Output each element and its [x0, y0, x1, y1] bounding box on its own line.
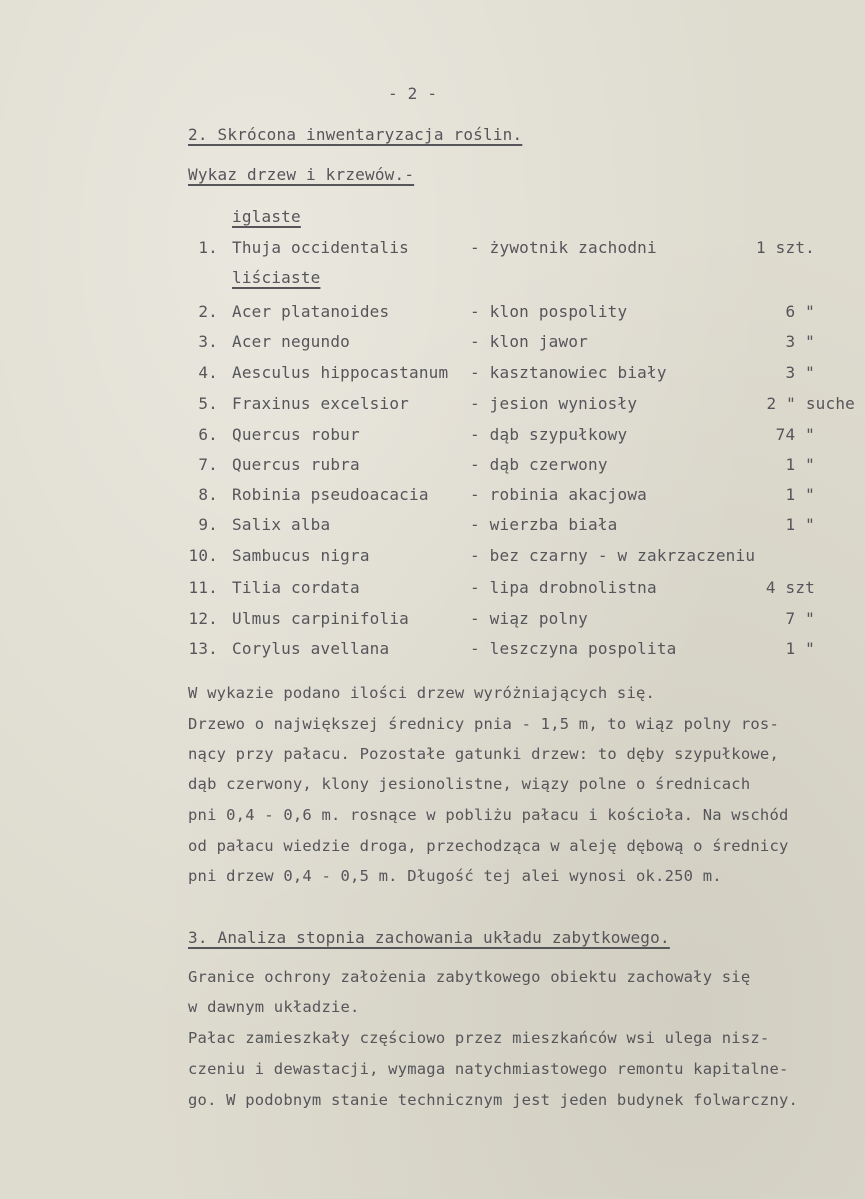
- row-number: 10.: [188, 546, 218, 565]
- polish-name: - bez czarny - w zakrzaczeniu: [470, 546, 756, 565]
- row-number: 4.: [198, 363, 218, 382]
- polish-name: - żywotnik zachodni: [470, 238, 657, 257]
- latin-name: Quercus rubra: [232, 455, 360, 474]
- section-3-heading: 3. Analiza stopnia zachowania układu zabytkowego.: [188, 928, 670, 947]
- paragraph-line: Granice ochrony założenia zabytkowego obiektu zachowały się: [188, 968, 751, 986]
- latin-name: Corylus avellana: [232, 639, 390, 658]
- row-number: 11.: [188, 578, 218, 597]
- polish-name: - wiąz polny: [470, 609, 588, 628]
- category-conifers: iglaste: [232, 207, 301, 226]
- row-number: 5.: [198, 394, 218, 413]
- paragraph-line: W wykazie podano ilości drzew wyróżniających się.: [188, 684, 656, 702]
- row-number: 12.: [188, 609, 218, 628]
- polish-name: - robinia akacjowa: [470, 485, 647, 504]
- polish-name: - klon pospolity: [470, 302, 628, 321]
- page-number: - 2 -: [388, 84, 438, 103]
- paragraph-line: nący przy pałacu. Pozostałe gatunki drzew: to dęby szypułkowe,: [188, 745, 779, 763]
- polish-name: - klon jawor: [470, 332, 588, 351]
- latin-name: Aesculus hippocastanum: [232, 363, 449, 382]
- quantity: 2 " suche: [766, 394, 855, 413]
- paragraph-line: go. W podobnym stanie technicznym jest jeden budynek folwarczny.: [188, 1091, 799, 1109]
- paragraph-line: Drzewo o największej średnicy pnia - 1,5 m, to wiąz polny ros-: [188, 715, 779, 733]
- latin-name: Ulmus carpinifolia: [232, 609, 409, 628]
- row-number: 2.: [198, 302, 218, 321]
- polish-name: - dąb czerwony: [470, 455, 608, 474]
- paragraph-line: pni drzew 0,4 - 0,5 m. Długość tej alei wynosi ok.250 m.: [188, 867, 722, 885]
- quantity: 1 szt.: [756, 238, 815, 257]
- row-number: 6.: [198, 425, 218, 444]
- row-number: 1.: [198, 238, 218, 257]
- row-number: 7.: [198, 455, 218, 474]
- latin-name: Salix alba: [232, 515, 331, 534]
- quantity: 1 ": [785, 485, 815, 504]
- paragraph-line: czeniu i dewastacji, wymaga natychmiastowego remontu kapitalne-: [188, 1060, 789, 1078]
- latin-name: Acer negundo: [232, 332, 350, 351]
- quantity: 74 ": [775, 425, 815, 444]
- paragraph-line: od pałacu wiedzie droga, przechodząca w aleję dębową o średnicy: [188, 837, 789, 855]
- row-number: 3.: [198, 332, 218, 351]
- polish-name: - leszczyna pospolita: [470, 639, 677, 658]
- latin-name: Thuja occidentalis: [232, 238, 409, 257]
- polish-name: - kasztanowiec biały: [470, 363, 667, 382]
- latin-name: Fraxinus excelsior: [232, 394, 409, 413]
- quantity: 7 ": [785, 609, 815, 628]
- quantity: 3 ": [785, 363, 815, 382]
- quantity: 4 szt: [765, 578, 815, 597]
- polish-name: - jesion wyniosły: [470, 394, 638, 413]
- quantity: 3 ": [785, 332, 815, 351]
- paragraph-line: w dawnym układzie.: [188, 998, 360, 1016]
- row-number: 13.: [188, 639, 218, 658]
- latin-name: Acer platanoides: [232, 302, 390, 321]
- section-2-heading: 2. Skrócona inwentaryzacja roślin.: [188, 125, 523, 144]
- latin-name: Tilia cordata: [232, 578, 360, 597]
- row-number: 8.: [198, 485, 218, 504]
- paragraph-line: dąb czerwony, klony jesionolistne, wiązy polne o średnicach: [188, 775, 751, 793]
- polish-name: - dąb szypułkowy: [470, 425, 628, 444]
- latin-name: Robinia pseudoacacia: [232, 485, 429, 504]
- quantity: 1 ": [785, 455, 815, 474]
- paragraph-line: Pałac zamieszkały częściowo przez mieszkańców wsi ulega nisz-: [188, 1029, 770, 1047]
- polish-name: - lipa drobnolistna: [470, 578, 657, 597]
- paragraph-line: pni 0,4 - 0,6 m. rosnące w pobliżu pałacu i kościoła. Na wschód: [188, 806, 789, 824]
- quantity: 1 ": [785, 515, 815, 534]
- latin-name: Sambucus nigra: [232, 546, 370, 565]
- category-deciduous: liściaste: [232, 268, 321, 287]
- latin-name: Quercus robur: [232, 425, 360, 444]
- row-number: 9.: [198, 515, 218, 534]
- quantity: 6 ": [785, 302, 815, 321]
- polish-name: - wierzba biała: [470, 515, 618, 534]
- quantity: 1 ": [785, 639, 815, 658]
- section-2-subheading: Wykaz drzew i krzewów.-: [188, 165, 415, 184]
